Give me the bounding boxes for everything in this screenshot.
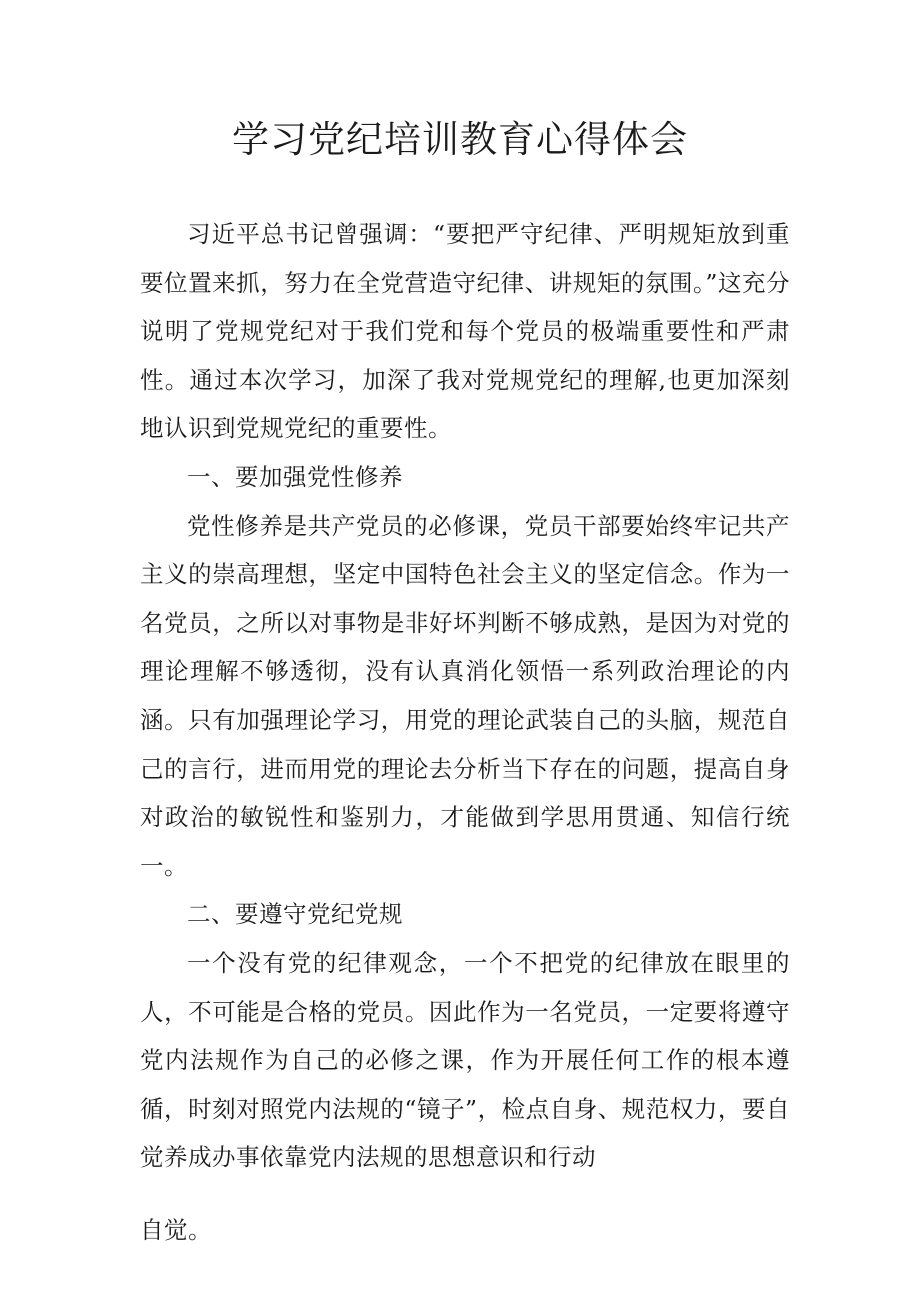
section-1-paragraph: 党性修养是共产党员的必修课，党员干部要始终牢记共产主义的崇高理想，坚定中国特色社会主义的坚定信念。作为一名党员，之所以对事物是非好坏判断不够成熟，是因为对党的理论理解不够透彻，没有认真消化领悟一系列政治理论的内涵。只有加强理论学习，用党的理论武装自己的头脑，规范自己的言行，进而用党的理论去分析当下存在的问题，提高自身对政治的敏锐性和鉴别力，才能做到学思用贯通、知信行统一。 <box>140 511 790 880</box>
trailing-text: 自觉。 <box>140 1215 212 1244</box>
section-heading-1: 一、要加强党性修养 <box>187 462 403 491</box>
document-title: 学习党纪培训教育心得体会 <box>232 118 688 161</box>
section-2-paragraph: 一个没有党的纪律观念，一个不把党的纪律放在眼里的人，不可能是合格的党员。因此作为一名党员，一定要将遵守党内法规作为自己的必修之课，作为开展任何工作的根本遵循，时刻对照党内法规的“镜子”，检点自身、规范权力，要自觉养成办事依靠党内法规的思想意识和行动 <box>140 948 790 1172</box>
section-heading-2: 二、要遵守党纪党规 <box>187 900 403 929</box>
intro-paragraph: 习近平总书记曾强调：“要把严守纪律、严明规矩放到重要位置来抓，努力在全党营造守纪律、讲规矩的氛围。”这充分说明了党规党纪对于我们党和每个党员的极端重要性和严肃性。通过本次学习，加深了我对党规党纪的理解,也更加深刻地认识到党规党纪的重要性。 <box>140 220 790 443</box>
document-body <box>140 210 790 1254</box>
